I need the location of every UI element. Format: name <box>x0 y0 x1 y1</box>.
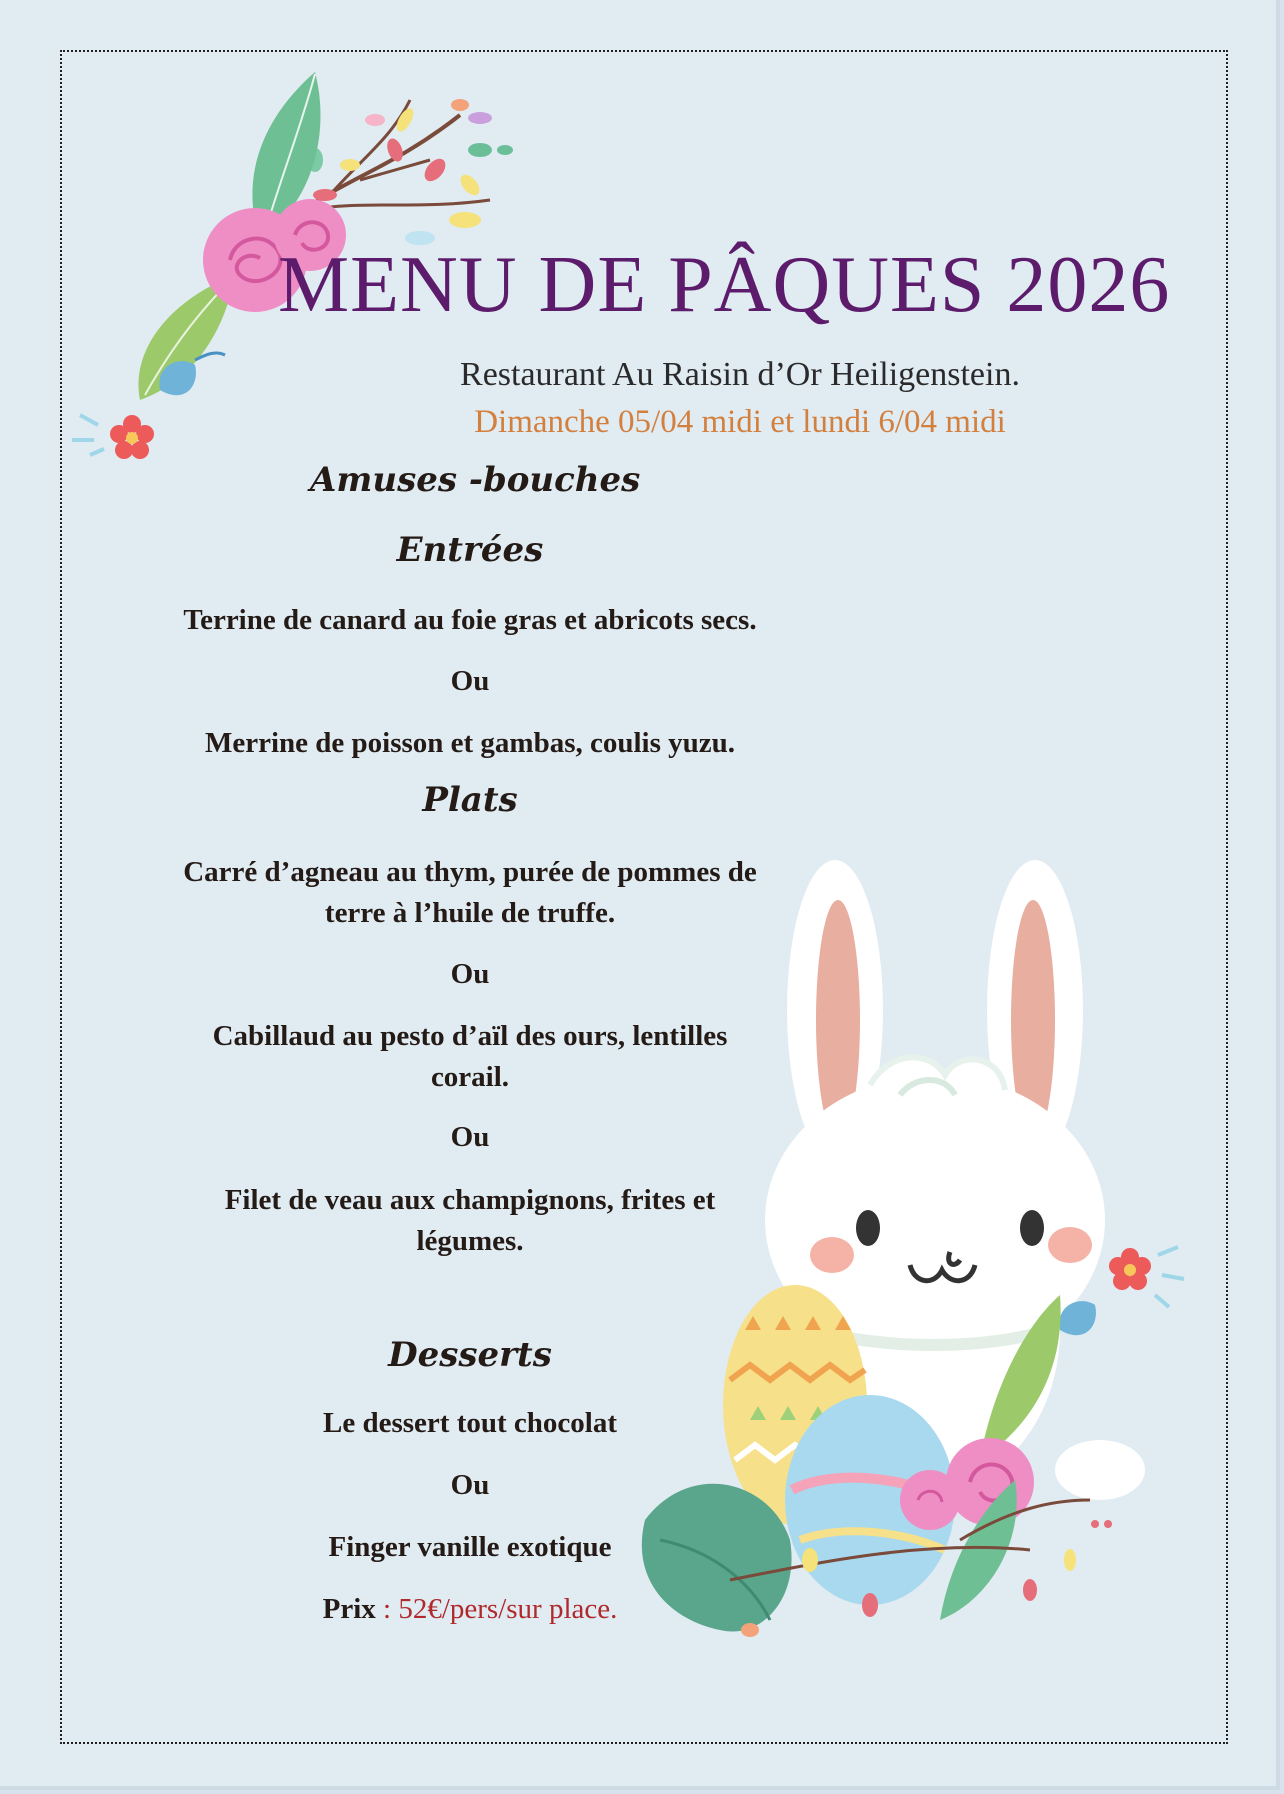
easter-bunny-illustration <box>730 860 1200 1700</box>
plat-or-2: Ou <box>450 1121 490 1153</box>
plat-or-1: Ou <box>450 958 490 990</box>
price-label: Prix <box>322 1593 376 1625</box>
section-desserts: Desserts <box>388 1335 552 1375</box>
menu-title: MENU DE PÂQUES 2026 <box>278 241 1171 329</box>
plat-item-2: Cabillaud au pesto d’aïl des ours, lentilles corail. <box>212 1020 728 1093</box>
section-entrees: Entrées <box>396 530 544 570</box>
price-value: : 52€/pers/sur place. <box>375 1593 618 1625</box>
dessert-or: Ou <box>450 1469 490 1501</box>
plat-item-1: Carré d’agneau au thym, purée de pommes de terre à l’huile de truffe. <box>183 856 757 929</box>
section-plats: Plats <box>422 780 518 820</box>
entree-or: Ou <box>450 665 490 697</box>
section-amuses-bouches: Amuses -bouches <box>310 460 641 500</box>
entree-item-1: Terrine de canard au foie gras et abricots secs. <box>183 604 757 636</box>
dessert-item-2: Finger vanille exotique <box>328 1531 612 1563</box>
dessert-item-1: Le dessert tout chocolat <box>323 1407 617 1439</box>
restaurant-name: Restaurant Au Raisin d’Or Heiligenstein. <box>460 356 1020 393</box>
service-dates: Dimanche 05/04 midi et lundi 6/04 midi <box>474 404 1006 440</box>
plat-item-3: Filet de veau aux champignons, frites et légumes. <box>224 1184 716 1257</box>
entree-item-2: Merrine de poisson et gambas, coulis yuzu. <box>204 727 736 759</box>
